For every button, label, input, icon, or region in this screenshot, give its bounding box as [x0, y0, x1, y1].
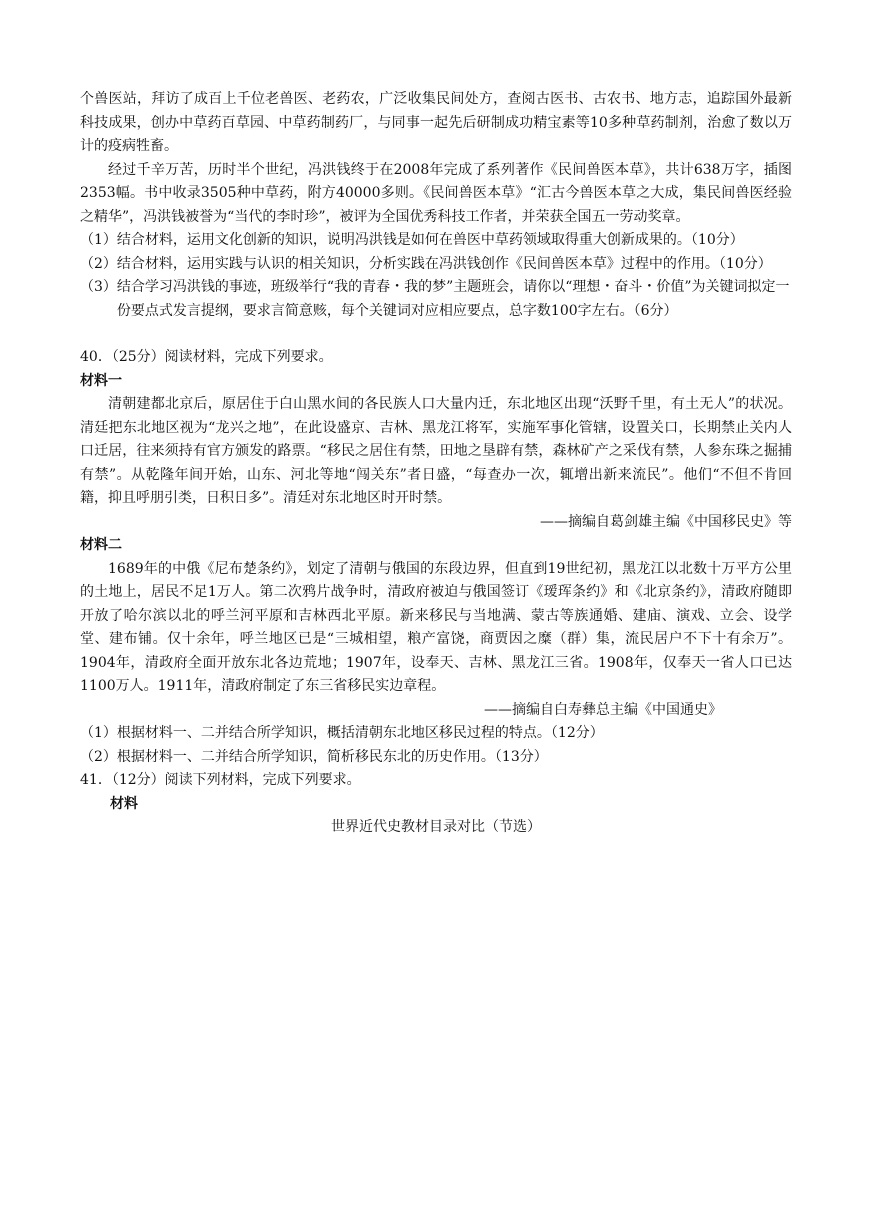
q39-subquestion-text: 结合材料，运用文化创新的知识，说明冯洪钱是如何在兽医中草药领域取得重大创新成果的。（10分）: [116, 232, 744, 248]
q40-material-1-text: 清朝建都北京后，原居住于白山黑水间的各民族人口大量内迁，东北地区出现“沃野千里，有土无人”的状况。清廷把东北地区视为“龙兴之地”，在此设盛京、吉林、黑龙江将军，实施军事化管辖，设置关口，长期禁止关内人口迁居，往来须持有官方颁发的路票。“移民之居住有禁，田地之垦辟有禁，森林矿产之采伐有禁，人参东珠之掘捕有禁”。从乾隆年间开始，山东、河北等地“闯关东”者日盛，“每查办一次，辄增出新来流民”。他们“不但不肯回籍，抑且呼朋引类，日积日多”。清廷对东北地区时开时禁。: [80, 396, 792, 506]
q39-subquestion-text: 结合学习冯洪钱的事迹，班级举行“我的青春・我的梦”主题班会，请你以“理想・奋斗・价值”为关键词拟定一份要点式发言提纲，要求言简意赅，每个关键词对应相应要点，总字数100字左右。（6分）: [116, 279, 790, 319]
q39-material-para-1: 个兽医站，拜访了成百上千位老兽医、老药农，广泛收集民间处方，查阅古医书、古农书、地方志，追踪国外最新科技成果，创办中草药百草园、中草药制药厂，与同事一起先后研制成功精宝素等10多种草药制剂，治愈了数以万计的疫病牲畜。: [80, 91, 792, 154]
q39-material-para-2: 经过千辛万苦，历时半个世纪，冯洪钱终于在2008年完成了系列著作《民间兽医本草》，共计638万字，插图2353幅。书中收录3505种中草药，附方40000多则。《民间兽医本草》“汇古今兽医本草之大成，集民间兽医经验之精华”，冯洪钱被誉为“当代的李时珍”，被评为全国优秀科技工作者，并荣获全国五一劳动奖章。: [80, 161, 792, 225]
q41-material-title: 材料: [110, 795, 138, 812]
q40-subquestion-text: 根据材料一、二并结合所学知识，概括清朝东北地区移民过程的特点。（12分）: [116, 725, 604, 741]
q40-subquestion-number: （1）: [80, 725, 117, 741]
q39-subquestion-3: [80, 276, 792, 323]
q40-header: 40．（25分）阅读材料，完成下列要求。: [80, 349, 333, 365]
q40-subquestion-number: （2）: [80, 748, 117, 765]
q39-subquestion-number: （2）: [80, 255, 117, 272]
q40-subquestion-2: [80, 746, 792, 770]
q40-material-1-title: 材料一: [80, 372, 122, 389]
q41-header: 41．（12分）阅读下列材料，完成下列要求。: [80, 772, 361, 788]
q39-subquestion-number: （1）: [80, 232, 117, 248]
q40-subquestion-1: [80, 722, 792, 746]
q39-subquestion-1: [80, 229, 792, 253]
q39-subquestion-2: [80, 253, 792, 277]
q39-subquestion-text: 结合材料，运用实践与认识的相关知识，分析实践在冯洪钱创作《民间兽医本草》过程中的作用。（10分）: [116, 255, 772, 272]
exam-page: [80, 88, 792, 840]
q40-material-1-source: ——摘编自葛剑雄主编《中国移民史》等: [540, 513, 792, 530]
q40-material-2-text: 1689年的中俄《尼布楚条约》，划定了清朝与俄国的东段边界，但直到19世纪初，黑龙江以北数十万平方公里的土地上，居民不足1万人。第二次鸦片战争时，清政府被迫与俄国签订《瑷珲条约》和《北京条约》，清政府随即开放了哈尔滨以北的呼兰河平原和吉林西北平原。新来移民与当地满、蒙古等族通婚、建庙、演戏、立会、设学堂、建布铺。仅十余年，呼兰地区已是“三城相望，粮产富饶，商贾因之糜（群）集，流民居户不下十有余万”。 1904年，清政府全面开放东北各边荒地；1907年，设奉天、吉林、黑龙江三省。1908年，仅奉天一省人口已达1100万人。1911年，清政府制定了东三省移民实边章程。: [80, 560, 792, 694]
q40-material-2-title: 材料二: [80, 537, 122, 553]
q40-subquestion-text: 根据材料一、二并结合所学知识，简析移民东北的历史作用。（13分）: [116, 748, 548, 765]
q39-subquestion-number: （3）: [80, 279, 117, 295]
q40-material-2-source: ——摘编自白寿彝总主编《中国通史》: [484, 701, 722, 718]
spacer: [80, 323, 792, 346]
q41-table-title: 世界近代史教材目录对比（节选）: [331, 819, 541, 835]
